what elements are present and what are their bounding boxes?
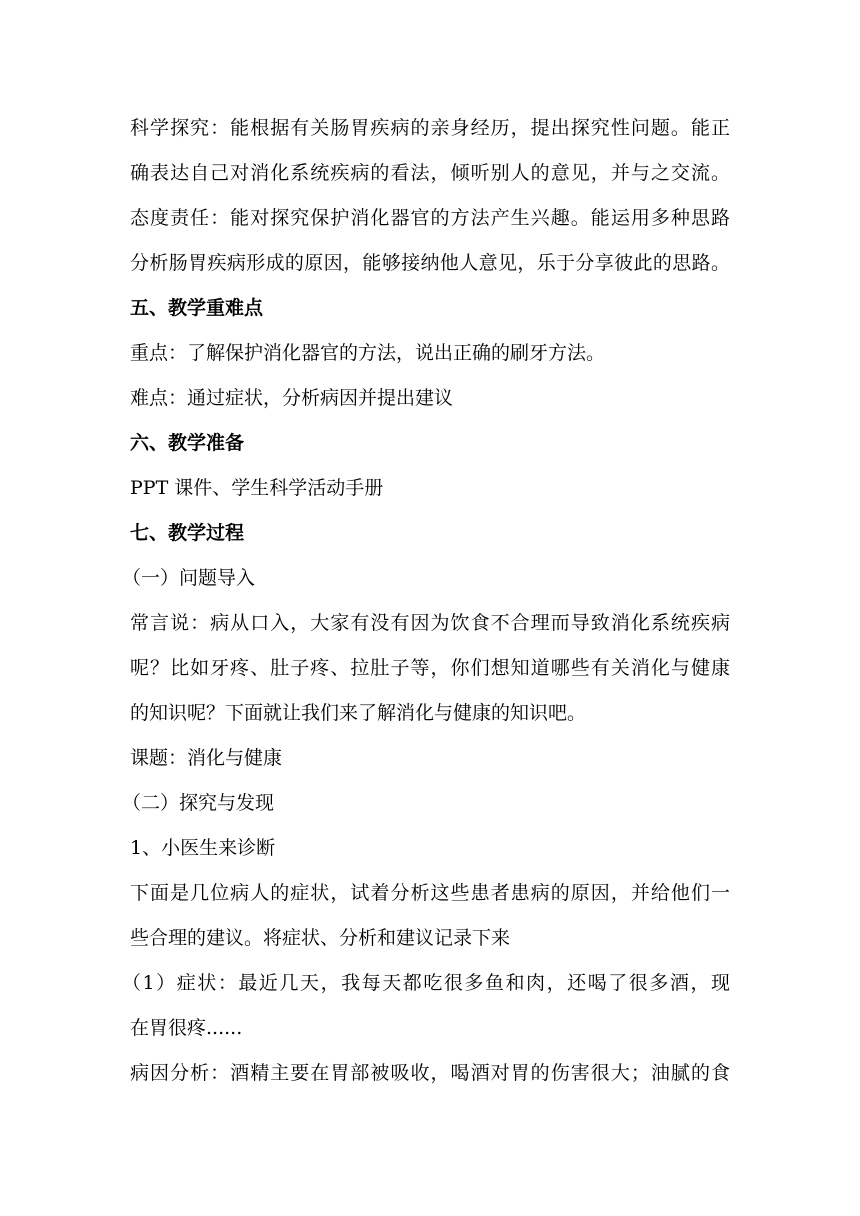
subsection-heading: （一）问题导入 xyxy=(122,567,256,589)
paragraph-line: 呢？比如牙疼、肚子疼、拉肚子等，你们想知道哪些有关消化与健康 xyxy=(130,657,730,679)
section-heading: 六、教学准备 xyxy=(130,432,245,454)
paragraph-line: 些合理的建议。将症状、分析和建议记录下来 xyxy=(130,927,511,949)
paragraph-line: 下面是几位病人的症状，试着分析这些患者患病的原因，并给他们一 xyxy=(130,882,730,904)
paragraph-line: （1）症状：最近几天，我每天都吃很多鱼和肉，还喝了很多酒，现 xyxy=(122,972,730,994)
paragraph-line: 分析肠胃疾病形成的原因，能够接纳他人意见，乐于分享彼此的思路。 xyxy=(130,252,730,274)
paragraph-line: 课题：消化与健康 xyxy=(130,747,283,769)
paragraph-line: 态度责任：能对探究保护消化器官的方法产生兴趣。能运用多种思路 xyxy=(130,207,730,229)
paragraph-line: 病因分析：酒精主要在胃部被吸收，喝酒对胃的伤害很大；油腻的食 xyxy=(130,1062,730,1084)
subsection-heading: （二）探究与发现 xyxy=(122,792,275,814)
section-heading: 五、教学重难点 xyxy=(130,297,264,319)
paragraph-line: 难点：通过症状，分析病因并提出建议 xyxy=(130,387,454,409)
paragraph-line: 科学探究：能根据有关肠胃疾病的亲身经历，提出探究性问题。能正 xyxy=(130,117,730,139)
section-heading: 七、教学过程 xyxy=(130,522,245,544)
paragraph-line: 1、小医生来诊断 xyxy=(130,837,276,859)
paragraph-line: 常言说：病从口入，大家有没有因为饮食不合理而导致消化系统疾病 xyxy=(130,612,730,634)
paragraph-line: PPT 课件、学生科学活动手册 xyxy=(130,477,384,499)
paragraph-line: 的知识呢？下面就让我们来了解消化与健康的知识吧。 xyxy=(130,702,587,724)
paragraph-line: 重点：了解保护消化器官的方法，说出正确的刷牙方法。 xyxy=(130,342,606,364)
paragraph-line: 确表达自己对消化系统疾病的看法，倾听别人的意见，并与之交流。 xyxy=(130,162,730,184)
paragraph-line: 在胃很疼...... xyxy=(130,1017,243,1039)
